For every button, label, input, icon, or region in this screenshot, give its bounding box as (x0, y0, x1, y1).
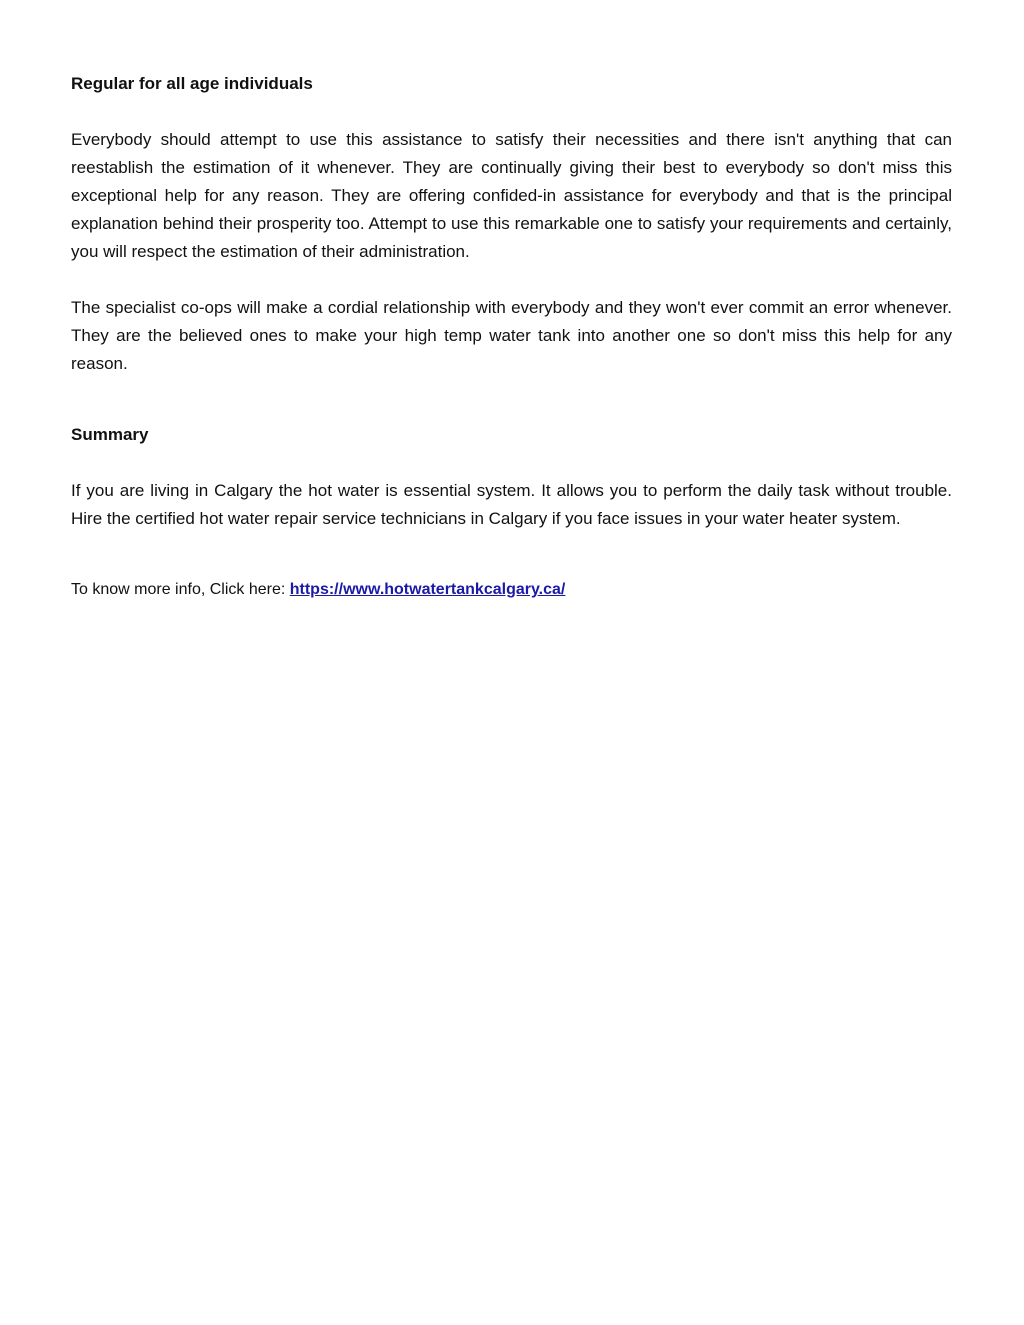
spacer (71, 266, 952, 294)
more-info-line (71, 576, 952, 604)
document-page (71, 70, 952, 604)
paragraph-summary: If you are living in Calgary the hot water is essential system. It allows you to perform the daily task without trouble. Hire the certified hot water repair service technicians in Calgary if you face issues in your water heater system. (71, 481, 952, 528)
spacer (71, 378, 952, 421)
spacer (71, 533, 952, 576)
website-link[interactable]: https://www.hotwatertankcalgary.ca/ (289, 581, 566, 598)
spacer (71, 449, 952, 477)
section-heading-regular: Regular for all age individuals (71, 74, 313, 93)
spacer (71, 98, 952, 126)
more-info-label: To know more info, Click here: (71, 581, 290, 598)
paragraph-assistance: Everybody should attempt to use this assistance to satisfy their necessities and there isn't anything that can reestablish the estimation of it whenever. They are continually giving their best to everybody so don't miss this exceptional help for any reason. They are offering confided-in assistance for everybody and that is the principal explanation behind their prosperity too. Attempt to use this remarkable one to satisfy your requirements and certainly, you will respect the estimation of their administration. (71, 130, 952, 261)
section-heading-summary: Summary (71, 425, 149, 444)
paragraph-specialist: The specialist co-ops will make a cordial relationship with everybody and they won't ever commit an error whenever. They are the believed ones to make your high temp water tank into another one so don't miss this help for any reason. (71, 298, 952, 373)
